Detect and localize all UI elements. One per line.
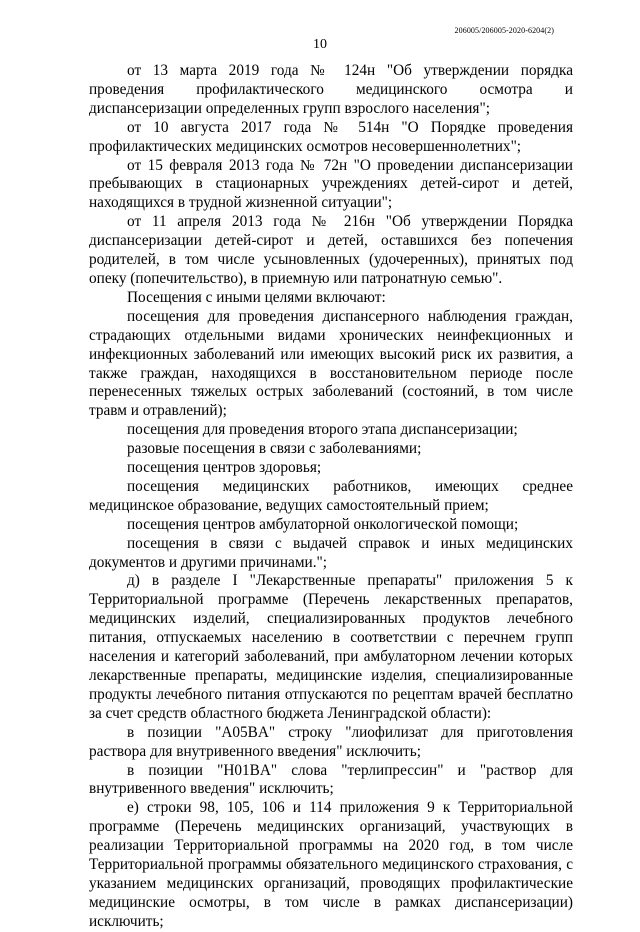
document-body [89,62,573,932]
paragraph: в позиции "H01BA" слова "терлипрессин" и "раствор для внутривенного введения" исключить; [89,761,573,798]
paragraph: посещения центров амбулаторной онкологической помощи; [127,515,519,533]
paragraph: посещения медицинских работников, имеющих среднее медицинское образование, ведущих самостоятельный прием; [89,477,573,514]
paragraph: посещения для проведения диспансерного наблюдения граждан, страдающих отдельными видами хронических неинфекционных и инфекционных заболеваний или имеющих высокий риск их развития, а также граждан, находящихся в восстановительном периоде после перенесенных тяжелых острых заболеваний (состояний, в том числе травм и отравлений); [89,307,573,420]
paragraph: Посещения с иными целями включают: [127,288,386,306]
paragraph: посещения в связи с выдачей справок и иных медицинских документов и другими причинами."; [89,534,573,571]
document-id: 206005/206005-2020-6204(2) [454,26,554,35]
paragraph: в позиции "A05BA" строку "лиофилизат для приготовления раствора для внутривенного введения" исключить; [89,723,573,760]
paragraph: от 11 апреля 2013 года № 216н "Об утверждении Порядка диспансеризации детей-сирот и детей, оставшихся без попечения родителей, в том числе усыновленных (удочеренных), принятых под опеку (попечительство), в приемную или патронатную семью". [89,213,573,287]
page-number: 10 [313,37,327,52]
paragraph: посещения центров здоровья; [127,459,322,477]
paragraph: д) в разделе I "Лекарственные препараты" приложения 5 к Территориальной программе (Перечень лекарственных препаратов, медицинских изделий, специализированных продуктов лечебного питания, отпускаемых населению в соответствии с перечнем групп населения и категорий заболеваний, при амбулаторном лечении которых лекарственные препараты, медицинские изделия, специализированные продукты лечебного питания отпускаются по рецептам врачей бесплатно за счет средств областного бюджета Ленинградской области): [89,572,573,722]
paragraph: посещения для проведения второго этапа диспансеризации; [127,421,518,439]
paragraph: от 13 марта 2019 года № 124н "Об утверждении порядка проведения профилактического медицинского осмотра и диспансеризации определенных групп взрослого населения"; [89,62,573,117]
paragraph: разовые посещения в связи с заболеваниями; [127,440,422,458]
paragraph: от 10 августа 2017 года № 514н "О Порядке проведения профилактических медицинских осмотров несовершеннолетних"; [89,118,573,155]
paragraph: е) строки 98, 105, 106 и 114 приложения 9 к Территориальной программе (Перечень медицинских организаций, участвующих в реализации Территориальной программы на 2020 год, в том числе Территориальной программы обязательного медицинского страхования, с указанием медицинских организаций, проводящих профилактические медицинские осмотры, в том числе в рамках диспансеризации) исключить; [89,799,573,930]
paragraph: от 15 февраля 2013 года № 72н "О проведении диспансеризации пребывающих в стационарных учреждениях детей-сирот и детей, находящихся в трудной жизненной ситуации"; [89,156,573,212]
